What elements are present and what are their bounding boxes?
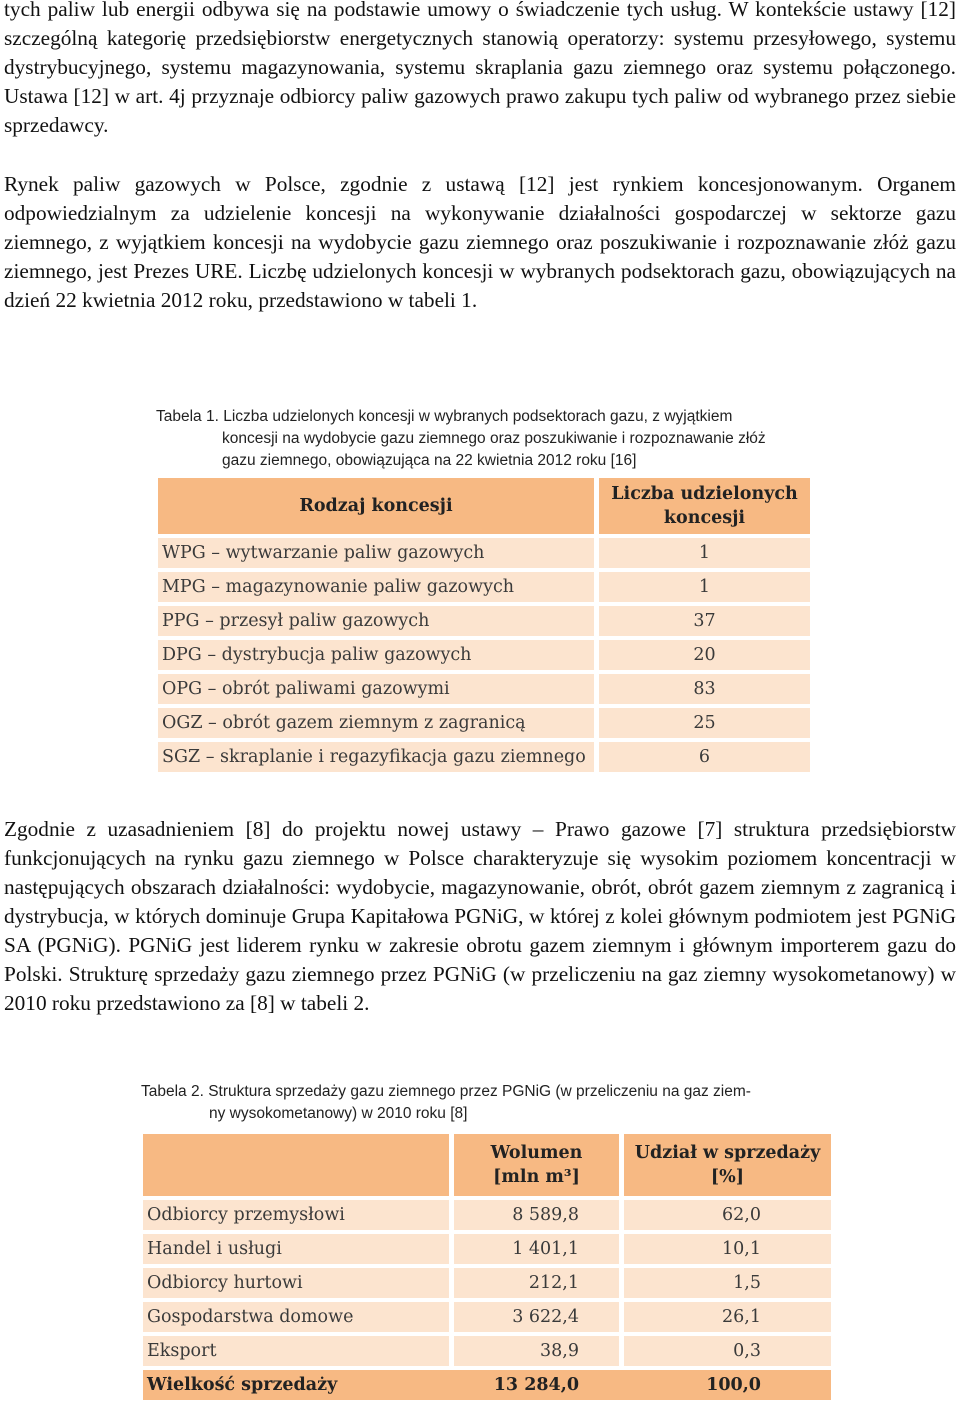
table2-cell-name: Odbiorcy przemysłowi [143,1200,449,1230]
table1-caption-line1: Tabela 1. Liczba udzielonych koncesji w wybranych podsektorach gazu, z wyjątkiem [156,408,733,425]
table1-cell-count: 37 [599,606,810,636]
table-row [143,1336,831,1366]
table2-cell-share: 0,3 [624,1336,831,1366]
table1-cell-name: OGZ – obrót gazem ziemnym z zagranicą [158,708,594,738]
table2-total-volume: 13 284,0 [454,1370,619,1400]
table2-total-row [143,1370,831,1400]
table1-caption [156,406,816,472]
table2-header-share-line2: [%] [710,1167,745,1187]
table2-caption-line2: ny wysokometanowy) w 2010 roku [8] [209,1105,468,1122]
paragraph-1: tych paliw lub energii odbywa się na podstawie umowy o świadczenie tych usług. W kontekście ustawy [12] szczególną kategorię przedsiębiorstw energetycznych stanowią operatorzy: systemu przesyłowego, systemu dystrybucyjnego, systemu magazynowania, systemu skraplania gazu ziemnego oraz systemu połączonego. Ustawa [12] w art. 4j przyznaje odbiorcy paliw gazowych prawo zakupu tych paliw od wybranego przez siebie sprzedawcy. [4,0,956,137]
table-row [158,742,810,772]
table2-cell-volume: 3 622,4 [454,1302,619,1332]
table2-cell-name: Gospodarstwa domowe [143,1302,449,1332]
table1-cell-name: MPG – magazynowanie paliw gazowych [158,572,594,602]
table1-cell-name: SGZ – skraplanie i regazyfikacja gazu ziemnego [158,742,594,772]
table-row [158,538,810,568]
table1-cell-name: OPG – obrót paliwami gazowymi [158,674,594,704]
table2-caption-line1: Tabela 2. Struktura sprzedaży gazu ziemnego przez PGNiG (w przeliczeniu na gaz ziem- [141,1083,751,1100]
table1-cell-count: 1 [599,572,810,602]
table2-header-volume [454,1134,619,1196]
table1-caption-line3: gazu ziemnego, obowiązująca na 22 kwietnia 2012 roku [16] [222,452,637,469]
table1 [158,474,810,776]
table1-cell-name: PPG – przesył paliw gazowych [158,606,594,636]
table-row [158,640,810,670]
table2-cell-name: Eksport [143,1336,449,1366]
table1-cell-count: 6 [599,742,810,772]
table-row [158,572,810,602]
table2-cell-name: Odbiorcy hurtowi [143,1268,449,1298]
table-row [158,606,810,636]
table2-cell-share: 10,1 [624,1234,831,1264]
table-row [158,674,810,704]
table2-header-empty [143,1134,449,1196]
table1-cell-name: WPG – wytwarzanie paliw gazowych [158,538,594,568]
table2 [143,1130,831,1404]
table2-cell-volume: 212,1 [454,1268,619,1298]
paragraph-2: Rynek paliw gazowych w Polsce, zgodnie z ustawą [12] jest rynkiem koncesjonowanym. Organem odpowiedzialnym za udzielenie koncesji na wykonywanie działalności gospodarczej w sektorze gazu ziemnego, z wyjątkiem koncesji na wydobycie gazu ziemnego oraz poszukiwanie i rozpoznawanie złóż gazu ziemnego, jest Prezes URE. Liczbę udzielonych koncesji w wybranych podsektorach gazu, obowiązujących na dzień 22 kwietnia 2012 roku, przedstawiono w tabeli 1. [4,172,956,312]
table-row [143,1234,831,1264]
table2-cell-share: 62,0 [624,1200,831,1230]
table1-header-count-line1: Liczba udzielonych [611,484,798,504]
table2-cell-volume: 38,9 [454,1336,619,1366]
table1-header-count-line2: koncesji [663,508,746,528]
table2-cell-volume: 8 589,8 [454,1200,619,1230]
table1-header-type: Rodzaj koncesji [158,478,594,534]
table1-cell-count: 20 [599,640,810,670]
table2-total-name: Wielkość sprzedaży [143,1370,449,1400]
table2-header-share [624,1134,831,1196]
table-row [158,708,810,738]
table-row [143,1200,831,1230]
table2-cell-name: Handel i usługi [143,1234,449,1264]
table2-caption [141,1081,841,1125]
table2-total-share: 100,0 [624,1370,831,1400]
paragraph-3: Zgodnie z uzasadnieniem [8] do projektu nowej ustawy – Prawo gazowe [7] struktura przedsiębiorstw funkcjonujących na rynku gazu ziemnego w Polsce charakteryzuje się wysokim poziomem koncentracji w następujących obszarach działalności: wydobycie, magazynowanie, obrót, obrót gazem ziemnym z zagranicą i dystrybucja, w których dominuje Grupa Kapitałowa PGNiG, w której z kolei głównym podmiotem jest PGNiG SA (PGNiG). PGNiG jest liderem rynku w zakresie obrotu gazem ziemnym i głównym importerem gazu do Polski. Strukturę sprzedaży gazu ziemnego przez PGNiG (w przeliczeniu na gaz ziemny wysokometanowy) w 2010 roku przedstawiono za [8] w tabeli 2. [4,817,956,1015]
table2-cell-share: 26,1 [624,1302,831,1332]
table1-cell-name: DPG – dystrybucja paliw gazowych [158,640,594,670]
table1-caption-line2: koncesji na wydobycie gazu ziemnego oraz poszukiwanie i rozpoznawanie złóż [222,430,766,447]
table2-header-share-line1: Udział w sprzedaży [634,1143,821,1163]
table1-cell-count: 25 [599,708,810,738]
table1-header-count [599,478,810,534]
table1-cell-count: 83 [599,674,810,704]
table2-cell-volume: 1 401,1 [454,1234,619,1264]
table2-cell-share: 1,5 [624,1268,831,1298]
table1-cell-count: 1 [599,538,810,568]
table-row [143,1268,831,1298]
table-row [143,1302,831,1332]
table2-header-volume-line1: Wolumen [490,1143,583,1163]
table2-header-volume-line2: [mln m³] [493,1167,580,1187]
